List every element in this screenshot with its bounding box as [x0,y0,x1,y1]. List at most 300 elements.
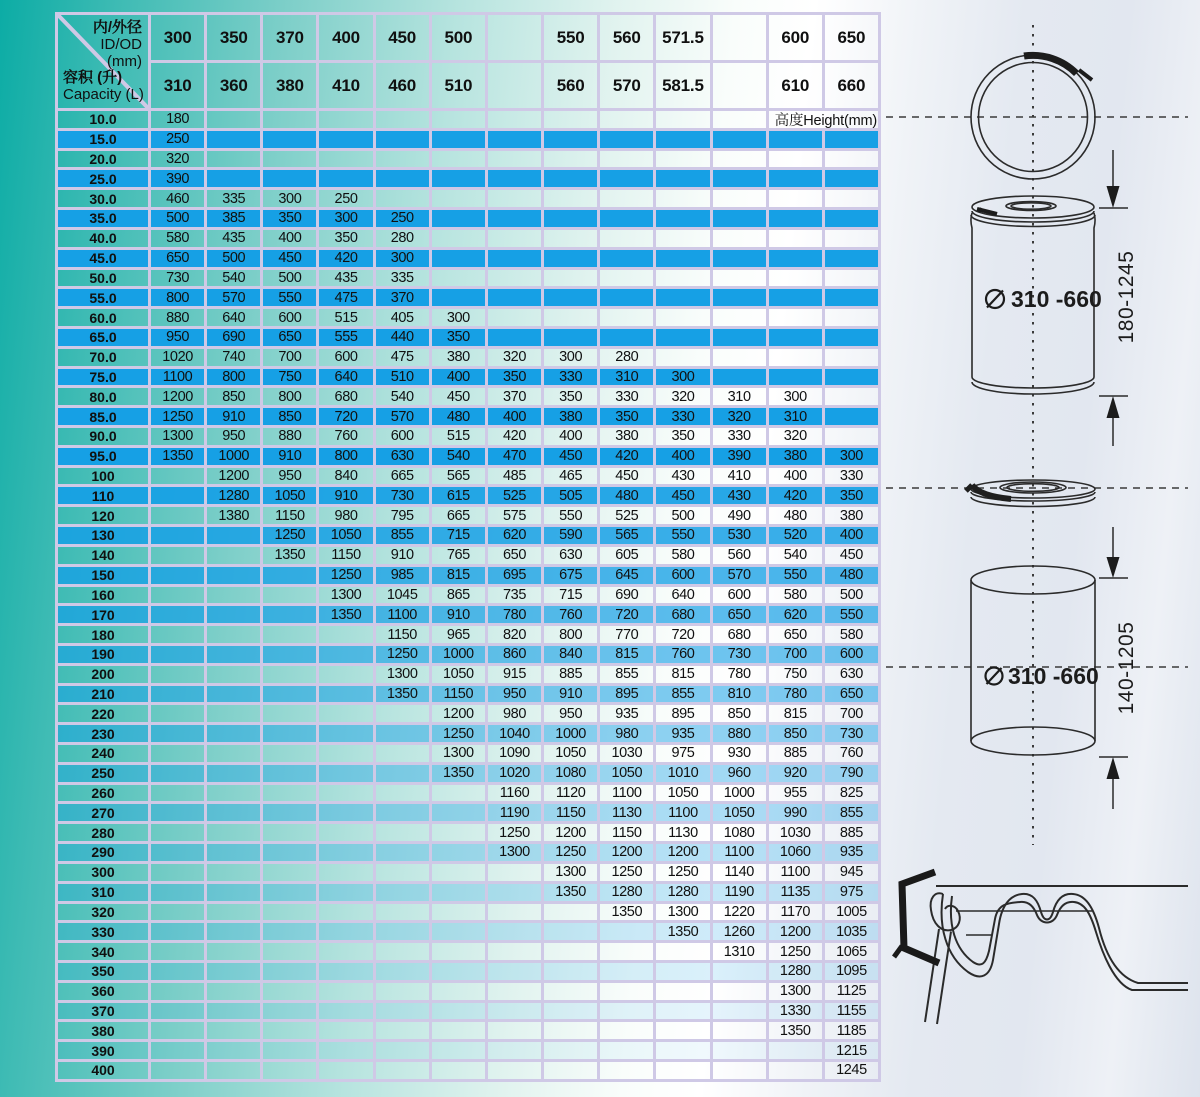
value-cell: 1330 [769,1003,825,1023]
value-cell: 380 [825,507,881,527]
id-header-cell: 600 [769,15,825,63]
value-cell [713,369,769,389]
value-cell [432,983,488,1003]
value-cell [825,190,881,210]
value-cell: 715 [544,587,600,607]
value-cell: 630 [825,666,881,686]
value-cell: 1260 [713,923,769,943]
value-cell [151,507,207,527]
value-cell: 935 [600,705,656,725]
value-cell: 320 [488,349,544,369]
value-cell: 1250 [432,725,488,745]
id-header-cell: 400 [319,15,375,63]
value-cell [319,963,375,983]
value-cell: 910 [432,606,488,626]
value-cell [263,686,319,706]
value-cell: 680 [713,626,769,646]
value-cell [319,725,375,745]
value-cell: 390 [151,170,207,190]
value-cell: 780 [488,606,544,626]
value-cell: 730 [825,725,881,745]
value-cell [769,329,825,349]
capacity-cell: 350 [58,963,151,983]
value-cell: 1250 [544,844,600,864]
value-cell: 880 [151,309,207,329]
value-cell: 300 [825,448,881,468]
value-cell: 1000 [207,448,263,468]
value-cell [656,349,712,369]
value-cell: 520 [769,527,825,547]
value-cell: 645 [600,567,656,587]
value-cell: 1280 [207,487,263,507]
value-cell: 450 [825,547,881,567]
capacity-cell: 140 [58,547,151,567]
value-cell [544,309,600,329]
value-cell [713,1022,769,1042]
arrow-down-icon [1107,557,1120,578]
seam-cross-section [894,872,1188,1024]
value-cell [825,270,881,290]
value-cell [713,309,769,329]
value-cell [656,230,712,250]
value-cell: 250 [151,131,207,151]
value-cell [544,963,600,983]
value-cell: 420 [600,448,656,468]
capacity-cell: 50.0 [58,270,151,290]
value-cell [207,1003,263,1023]
value-cell: 1060 [769,844,825,864]
value-cell: 1350 [656,923,712,943]
value-cell [207,547,263,567]
value-cell: 910 [263,448,319,468]
value-cell [151,943,207,963]
value-cell: 370 [488,388,544,408]
value-cell: 690 [207,329,263,349]
value-cell: 715 [432,527,488,547]
value-cell: 650 [825,686,881,706]
capacity-cell: 360 [58,983,151,1003]
value-cell: 735 [488,587,544,607]
value-cell [544,151,600,171]
value-cell: 1005 [825,904,881,924]
value-cell [488,904,544,924]
value-cell: 915 [488,666,544,686]
value-cell: 1000 [432,646,488,666]
value-cell: 885 [769,745,825,765]
value-cell: 300 [319,210,375,230]
capacity-cell: 85.0 [58,408,151,428]
capacity-cell: 210 [58,686,151,706]
id-header-cell: 370 [263,15,319,63]
value-cell [432,943,488,963]
value-cell: 480 [600,487,656,507]
value-cell: 400 [656,448,712,468]
id-header-cell: 550 [544,15,600,63]
value-cell [151,587,207,607]
value-cell [319,666,375,686]
value-cell [544,1042,600,1062]
value-cell: 760 [544,606,600,626]
value-cell: 350 [600,408,656,428]
value-cell [713,111,769,131]
value-cell [376,765,432,785]
value-cell: 435 [207,230,263,250]
value-cell: 980 [488,705,544,725]
value-cell [769,190,825,210]
value-cell [376,923,432,943]
value-cell: 450 [600,468,656,488]
value-cell [207,904,263,924]
value-cell: 620 [769,606,825,626]
value-cell: 800 [319,448,375,468]
value-cell: 815 [769,705,825,725]
value-cell: 640 [207,309,263,329]
value-cell: 605 [600,547,656,567]
value-cell [432,210,488,230]
value-cell: 500 [825,587,881,607]
value-cell: 690 [600,587,656,607]
value-cell: 1250 [263,527,319,547]
value-cell: 730 [376,487,432,507]
value-cell [544,329,600,349]
value-cell: 500 [151,210,207,230]
value-cell: 760 [656,646,712,666]
value-cell [544,1062,600,1082]
value-cell [713,1003,769,1023]
value-cell [432,270,488,290]
value-cell [600,270,656,290]
value-cell [207,923,263,943]
value-cell: 300 [656,369,712,389]
value-cell: 855 [376,527,432,547]
value-cell: 1350 [600,904,656,924]
value-cell [207,666,263,686]
value-cell: 1150 [600,824,656,844]
id-header-cell [488,15,544,63]
value-cell [713,250,769,270]
value-cell [151,1042,207,1062]
od-header-cell: 410 [319,63,375,111]
value-cell: 550 [825,606,881,626]
value-cell: 910 [376,547,432,567]
od-header-cell: 360 [207,63,263,111]
value-cell: 880 [263,428,319,448]
value-cell: 385 [207,210,263,230]
value-cell [319,804,375,824]
value-cell [319,1003,375,1023]
value-cell: 575 [488,507,544,527]
value-cell [600,329,656,349]
value-cell: 1045 [376,587,432,607]
value-cell [319,923,375,943]
value-cell [713,983,769,1003]
value-cell [151,963,207,983]
value-cell [151,487,207,507]
value-cell: 380 [432,349,488,369]
value-cell: 515 [319,309,375,329]
capacity-cell: 80.0 [58,388,151,408]
value-cell: 1100 [376,606,432,626]
value-cell [432,864,488,884]
value-cell: 1130 [656,824,712,844]
value-cell [376,151,432,171]
value-cell: 1150 [263,507,319,527]
value-cell: 490 [713,507,769,527]
value-cell [600,131,656,151]
value-cell [207,824,263,844]
value-cell: 540 [769,547,825,567]
value-cell: 300 [376,250,432,270]
od-header-cell: 380 [263,63,319,111]
capacity-cell: 70.0 [58,349,151,369]
value-cell [207,963,263,983]
value-cell [376,190,432,210]
value-cell: 250 [319,190,375,210]
value-cell: 930 [713,745,769,765]
value-cell [600,250,656,270]
value-cell: 280 [600,349,656,369]
value-cell: 920 [769,765,825,785]
value-cell [432,923,488,943]
value-cell [432,844,488,864]
value-cell: 800 [544,626,600,646]
value-cell [151,983,207,1003]
value-cell: 780 [769,686,825,706]
value-cell [600,170,656,190]
value-cell [319,1062,375,1082]
value-cell [769,1062,825,1082]
capacity-cell: 90.0 [58,428,151,448]
value-cell [825,408,881,428]
corner-capacity-label: 容积 (升) Capacity (L) [63,68,144,104]
value-cell: 475 [376,349,432,369]
value-cell: 985 [376,567,432,587]
value-cell [432,170,488,190]
value-cell [319,943,375,963]
capacity-cell: 65.0 [58,329,151,349]
value-cell [376,1042,432,1062]
value-cell [207,765,263,785]
value-cell [432,190,488,210]
value-cell: 435 [319,270,375,290]
value-cell: 1200 [207,468,263,488]
value-cell [319,626,375,646]
value-cell: 1160 [488,785,544,805]
value-cell [488,151,544,171]
value-cell: 505 [544,487,600,507]
value-cell: 855 [825,804,881,824]
value-cell: 515 [432,428,488,448]
value-cell [263,765,319,785]
value-cell: 1350 [769,1022,825,1042]
value-cell [151,864,207,884]
value-cell [656,131,712,151]
value-cell [263,923,319,943]
od-header-cell: 570 [600,63,656,111]
value-cell [376,111,432,131]
value-cell: 700 [769,646,825,666]
value-cell: 180 [151,111,207,131]
value-cell [825,151,881,171]
value-cell [488,1022,544,1042]
value-cell: 510 [376,369,432,389]
value-cell [769,170,825,190]
value-cell [656,329,712,349]
value-cell [207,587,263,607]
value-cell [488,963,544,983]
value-cell: 1300 [432,745,488,765]
value-cell [432,151,488,171]
open-drum-height-range: 140-1205 [1115,621,1138,715]
value-cell [432,963,488,983]
value-cell [656,943,712,963]
value-cell: 390 [713,448,769,468]
value-cell [600,983,656,1003]
value-cell [825,210,881,230]
capacity-cell: 30.0 [58,190,151,210]
value-cell [319,111,375,131]
value-cell: 950 [151,329,207,349]
value-cell [713,1042,769,1062]
capacity-cell: 320 [58,904,151,924]
value-cell [263,1042,319,1062]
value-cell [713,270,769,290]
value-cell [151,666,207,686]
value-cell [263,606,319,626]
value-cell: 880 [713,725,769,745]
value-cell [656,190,712,210]
capacity-cell: 200 [58,666,151,686]
value-cell [488,250,544,270]
value-cell: 405 [376,309,432,329]
value-cell: 500 [656,507,712,527]
value-cell: 320 [656,388,712,408]
value-cell: 640 [656,587,712,607]
value-cell [769,1042,825,1062]
value-cell [713,230,769,250]
value-cell: 350 [488,369,544,389]
value-cell: 580 [656,547,712,567]
value-cell: 850 [263,408,319,428]
value-cell [263,705,319,725]
value-cell [319,1042,375,1062]
value-cell: 730 [151,270,207,290]
value-cell: 1250 [319,567,375,587]
value-cell: 1190 [713,884,769,904]
open-drum-diameter [986,663,1099,689]
value-cell [376,804,432,824]
value-cell: 320 [713,408,769,428]
value-cell: 815 [432,567,488,587]
value-cell: 1100 [769,864,825,884]
value-cell: 310 [713,388,769,408]
value-cell [263,666,319,686]
value-cell [488,329,544,349]
value-cell: 1350 [319,606,375,626]
value-cell: 675 [544,567,600,587]
value-cell [825,369,881,389]
value-cell: 370 [376,289,432,309]
value-cell: 1050 [656,785,712,805]
value-cell: 730 [713,646,769,666]
value-cell [600,230,656,250]
value-cell [263,1062,319,1082]
capacity-cell: 160 [58,587,151,607]
value-cell [769,369,825,389]
value-cell: 1090 [488,745,544,765]
value-cell: 955 [769,785,825,805]
value-cell: 980 [600,725,656,745]
value-cell: 770 [600,626,656,646]
value-cell: 630 [544,547,600,567]
value-cell: 430 [713,487,769,507]
value-cell [769,210,825,230]
value-cell: 350 [263,210,319,230]
value-cell: 350 [319,230,375,250]
value-cell: 550 [656,527,712,547]
value-cell [769,131,825,151]
value-cell: 470 [488,448,544,468]
capacity-cell: 270 [58,804,151,824]
value-cell [432,1062,488,1082]
value-cell: 300 [544,349,600,369]
value-cell [263,864,319,884]
value-cell: 1120 [544,785,600,805]
value-cell: 580 [769,587,825,607]
value-cell [432,824,488,844]
value-cell [488,131,544,151]
value-cell [600,309,656,329]
value-cell [544,131,600,151]
value-cell: 1030 [600,745,656,765]
od-header-cell: 510 [432,63,488,111]
value-cell [769,309,825,329]
value-cell [769,230,825,250]
value-cell [432,250,488,270]
value-cell: 280 [376,230,432,250]
value-cell: 1250 [600,864,656,884]
value-cell: 950 [207,428,263,448]
capacity-cell: 55.0 [58,289,151,309]
od-header-cell [713,63,769,111]
value-cell: 1215 [825,1042,881,1062]
capacity-cell: 150 [58,567,151,587]
id-header-cell: 650 [825,15,881,63]
value-cell: 1380 [207,507,263,527]
value-cell: 750 [769,666,825,686]
value-cell [488,943,544,963]
value-cell: 680 [319,388,375,408]
value-cell [656,270,712,290]
value-cell [376,131,432,151]
value-cell [263,725,319,745]
value-cell [544,983,600,1003]
value-cell: 1100 [656,804,712,824]
value-cell: 600 [825,646,881,666]
value-cell [544,190,600,210]
value-cell: 300 [432,309,488,329]
value-cell [825,388,881,408]
value-cell [376,963,432,983]
value-cell: 1220 [713,904,769,924]
value-cell [600,1042,656,1062]
value-cell [488,289,544,309]
value-cell [151,725,207,745]
value-cell [263,943,319,963]
value-cell [600,1062,656,1082]
value-cell: 665 [432,507,488,527]
value-cell [713,170,769,190]
